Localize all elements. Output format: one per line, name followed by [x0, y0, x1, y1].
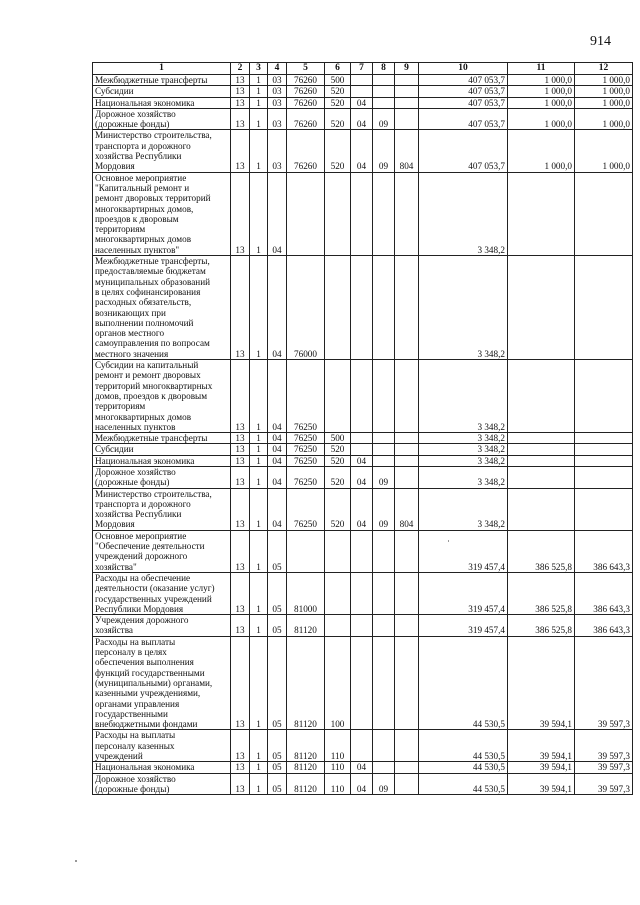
cell-code-2: 13 [231, 530, 250, 572]
table-row [93, 455, 633, 466]
cell-amount-11: 1 000,0 [508, 130, 575, 172]
cell-code-7 [351, 615, 373, 637]
table-row [93, 572, 633, 614]
cell-amount-12 [575, 466, 633, 488]
cell-code-3: 1 [250, 97, 268, 108]
cell-amount-12 [575, 256, 633, 360]
row-name: Межбюджетные трансферты, предоставляемые бюджетам муниципальных образований в целях софинансирования расходных обязательств, возникающих при выполнении полномочий органов местного самоуправления по вопросам местного значения [93, 256, 231, 360]
cell-amount-11 [508, 433, 575, 444]
table-row [93, 97, 633, 108]
cell-code-6: 520 [325, 86, 351, 97]
cell-code-3: 1 [250, 773, 268, 795]
table-row [93, 256, 633, 360]
cell-code-9 [395, 572, 419, 614]
cell-code-4: 04 [268, 455, 287, 466]
table-row [93, 466, 633, 488]
cell-amount-12 [575, 455, 633, 466]
cell-code-9 [395, 615, 419, 637]
row-name: Расходы на выплаты персоналу в целях обеспечения выполнения функций государственными (муниципальными) органами, казенными учреждениями, органами управления государственными внебюджетными фондами [93, 636, 231, 730]
row-name: Национальная экономика [93, 762, 231, 773]
cell-code-2: 13 [231, 256, 250, 360]
cell-code-8 [373, 172, 395, 255]
row-name: Дорожное хозяйство (дорожные фонды) [93, 108, 231, 130]
cell-code-9 [395, 730, 419, 762]
cell-code-6: 110 [325, 762, 351, 773]
cell-code-6: 500 [325, 75, 351, 86]
cell-code-7 [351, 360, 373, 433]
cell-amount-12 [575, 433, 633, 444]
cell-amount-11: 386 525,8 [508, 615, 575, 637]
cell-amount-12: 39 597,3 [575, 773, 633, 795]
cell-code-3: 1 [250, 455, 268, 466]
cell-code-8 [373, 97, 395, 108]
cell-amount-10: 44 530,5 [419, 636, 508, 730]
cell-code-3: 1 [250, 86, 268, 97]
column-header: 1 [93, 63, 231, 75]
cell-code-4: 03 [268, 97, 287, 108]
column-header: 10 [419, 63, 508, 75]
cell-code-2: 13 [231, 130, 250, 172]
cell-code-9 [395, 256, 419, 360]
cell-amount-10: 319 457,4 [419, 615, 508, 637]
cell-code-6: 520 [325, 97, 351, 108]
cell-code-5: 81120 [287, 636, 325, 730]
cell-code-7 [351, 636, 373, 730]
row-name: Расходы на выплаты персоналу казенных учреждений [93, 730, 231, 762]
cell-code-5: 76260 [287, 130, 325, 172]
cell-code-7: 04 [351, 455, 373, 466]
cell-code-8 [373, 86, 395, 97]
cell-amount-10: 319 457,4 [419, 530, 508, 572]
cell-code-6 [325, 615, 351, 637]
cell-code-6 [325, 256, 351, 360]
cell-code-9 [395, 97, 419, 108]
cell-code-4: 03 [268, 75, 287, 86]
cell-amount-10: 407 053,7 [419, 108, 508, 130]
cell-code-6: 500 [325, 433, 351, 444]
cell-code-2: 13 [231, 108, 250, 130]
cell-code-8 [373, 75, 395, 86]
cell-amount-12: 1 000,0 [575, 97, 633, 108]
cell-code-3: 1 [250, 360, 268, 433]
table-row [93, 488, 633, 530]
budget-table [92, 62, 633, 795]
cell-code-7: 04 [351, 97, 373, 108]
column-header: 12 [575, 63, 633, 75]
cell-code-6: 520 [325, 466, 351, 488]
cell-amount-11 [508, 256, 575, 360]
row-name: Основное мероприятие "Капитальный ремонт и ремонт дворовых территорий многоквартирных домов, проездов к дворовым территориям многоквартирных домов населенных пунктов" [93, 172, 231, 255]
row-name: Расходы на обеспечение деятельности (оказание услуг) государственных учреждений Республики Мордовия [93, 572, 231, 614]
cell-code-4: 05 [268, 636, 287, 730]
cell-amount-12: 39 597,3 [575, 636, 633, 730]
table-row [93, 530, 633, 572]
cell-code-6: 100 [325, 636, 351, 730]
cell-amount-10: 44 530,5 [419, 730, 508, 762]
cell-code-3: 1 [250, 488, 268, 530]
cell-code-3: 1 [250, 444, 268, 455]
row-name: Национальная экономика [93, 455, 231, 466]
cell-amount-10: 407 053,7 [419, 86, 508, 97]
row-name: Национальная экономика [93, 97, 231, 108]
cell-code-8: 09 [373, 773, 395, 795]
cell-amount-12: 1 000,0 [575, 130, 633, 172]
cell-code-7: 04 [351, 130, 373, 172]
cell-code-2: 13 [231, 773, 250, 795]
column-header: 9 [395, 63, 419, 75]
cell-code-9 [395, 773, 419, 795]
cell-code-9 [395, 636, 419, 730]
cell-amount-10: 407 053,7 [419, 97, 508, 108]
cell-code-5: 76250 [287, 488, 325, 530]
cell-amount-10: 3 348,2 [419, 455, 508, 466]
cell-code-7: 04 [351, 488, 373, 530]
cell-code-6 [325, 572, 351, 614]
row-name: Дорожное хозяйство (дорожные фонды) [93, 773, 231, 795]
cell-code-3: 1 [250, 130, 268, 172]
cell-amount-11: 39 594,1 [508, 730, 575, 762]
scan-speck [75, 860, 77, 862]
cell-code-2: 13 [231, 762, 250, 773]
cell-code-4: 05 [268, 773, 287, 795]
cell-code-9 [395, 455, 419, 466]
table-row [93, 444, 633, 455]
cell-code-6: 520 [325, 130, 351, 172]
cell-amount-11: 386 525,8 [508, 530, 575, 572]
cell-code-8 [373, 455, 395, 466]
row-name: Субсидии [93, 444, 231, 455]
cell-code-7: 04 [351, 108, 373, 130]
cell-code-3: 1 [250, 636, 268, 730]
table-row [93, 615, 633, 637]
cell-code-3: 1 [250, 730, 268, 762]
cell-code-9: 804 [395, 488, 419, 530]
cell-code-6: 110 [325, 730, 351, 762]
cell-amount-11: 386 525,8 [508, 572, 575, 614]
cell-amount-10: 3 348,2 [419, 172, 508, 255]
cell-code-7 [351, 256, 373, 360]
cell-code-9 [395, 466, 419, 488]
cell-code-5: 81120 [287, 615, 325, 637]
cell-amount-12 [575, 360, 633, 433]
cell-amount-12: 1 000,0 [575, 108, 633, 130]
cell-code-9 [395, 75, 419, 86]
cell-code-4: 03 [268, 108, 287, 130]
cell-code-5: 76260 [287, 86, 325, 97]
cell-amount-10: 44 530,5 [419, 773, 508, 795]
table-row [93, 433, 633, 444]
cell-amount-11 [508, 172, 575, 255]
cell-code-7 [351, 75, 373, 86]
cell-code-2: 13 [231, 466, 250, 488]
cell-code-2: 13 [231, 433, 250, 444]
cell-code-6 [325, 172, 351, 255]
column-header: 7 [351, 63, 373, 75]
row-name: Межбюджетные трансферты [93, 433, 231, 444]
row-name: Субсидии [93, 86, 231, 97]
cell-code-8 [373, 636, 395, 730]
cell-amount-11: 39 594,1 [508, 636, 575, 730]
cell-code-7 [351, 572, 373, 614]
table-row [93, 86, 633, 97]
row-name: Учреждения дорожного хозяйства [93, 615, 231, 637]
cell-code-6: 520 [325, 455, 351, 466]
cell-amount-11 [508, 444, 575, 455]
cell-amount-12 [575, 172, 633, 255]
cell-code-6: 520 [325, 488, 351, 530]
cell-code-9 [395, 86, 419, 97]
table-row [93, 773, 633, 795]
cell-amount-11: 1 000,0 [508, 108, 575, 130]
cell-code-4: 04 [268, 256, 287, 360]
table-row [93, 108, 633, 130]
cell-code-5: 76250 [287, 455, 325, 466]
cell-code-9 [395, 172, 419, 255]
cell-code-4: 04 [268, 466, 287, 488]
cell-code-3: 1 [250, 615, 268, 637]
cell-code-5 [287, 530, 325, 572]
row-name: Основное мероприятие "Обеспечение деятельности учреждений дорожного хозяйства" [93, 530, 231, 572]
cell-amount-11 [508, 455, 575, 466]
cell-code-4: 04 [268, 433, 287, 444]
row-name: Субсидии на капитальный ремонт и ремонт дворовых территорий многоквартирных домов, проездов к дворовым территориям многоквартирных домов населенных пунктов [93, 360, 231, 433]
cell-amount-12: 39 597,3 [575, 730, 633, 762]
cell-code-2: 13 [231, 636, 250, 730]
cell-amount-10: 3 348,2 [419, 256, 508, 360]
cell-amount-10: 3 348,2 [419, 433, 508, 444]
cell-code-6: 520 [325, 108, 351, 130]
cell-code-8: 09 [373, 130, 395, 172]
row-name: Дорожное хозяйство (дорожные фонды) [93, 466, 231, 488]
cell-code-5: 76250 [287, 433, 325, 444]
cell-amount-12 [575, 444, 633, 455]
cell-code-3: 1 [250, 433, 268, 444]
cell-code-5: 76260 [287, 75, 325, 86]
column-header: 6 [325, 63, 351, 75]
cell-code-2: 13 [231, 615, 250, 637]
cell-code-5: 81120 [287, 730, 325, 762]
table-row [93, 75, 633, 86]
column-header: 4 [268, 63, 287, 75]
cell-code-8 [373, 572, 395, 614]
column-header: 3 [250, 63, 268, 75]
table-row [93, 360, 633, 433]
cell-amount-10: 3 348,2 [419, 466, 508, 488]
scan-speck [448, 540, 449, 542]
cell-code-4: 05 [268, 530, 287, 572]
table-row [93, 172, 633, 255]
cell-code-3: 1 [250, 530, 268, 572]
cell-code-3: 1 [250, 172, 268, 255]
cell-code-9 [395, 360, 419, 433]
column-header: 8 [373, 63, 395, 75]
cell-code-4: 04 [268, 360, 287, 433]
cell-code-4: 03 [268, 130, 287, 172]
cell-code-7 [351, 433, 373, 444]
column-header: 11 [508, 63, 575, 75]
cell-amount-11: 39 594,1 [508, 762, 575, 773]
cell-amount-10: 3 348,2 [419, 488, 508, 530]
cell-code-4: 05 [268, 730, 287, 762]
cell-code-6: 110 [325, 773, 351, 795]
cell-code-2: 13 [231, 172, 250, 255]
cell-code-5: 81000 [287, 572, 325, 614]
cell-code-5: 81120 [287, 762, 325, 773]
cell-code-2: 13 [231, 86, 250, 97]
cell-code-4: 04 [268, 172, 287, 255]
cell-amount-11: 1 000,0 [508, 97, 575, 108]
cell-code-3: 1 [250, 466, 268, 488]
column-header: 2 [231, 63, 250, 75]
table-row [93, 130, 633, 172]
cell-code-4: 05 [268, 762, 287, 773]
table-row [93, 762, 633, 773]
cell-amount-10: 3 348,2 [419, 444, 508, 455]
table-row [93, 636, 633, 730]
cell-code-8: 09 [373, 466, 395, 488]
cell-amount-11 [508, 466, 575, 488]
cell-amount-12: 1 000,0 [575, 86, 633, 97]
cell-code-7 [351, 444, 373, 455]
cell-code-8 [373, 360, 395, 433]
cell-code-8 [373, 762, 395, 773]
cell-code-5: 76250 [287, 444, 325, 455]
cell-code-3: 1 [250, 75, 268, 86]
cell-amount-11 [508, 360, 575, 433]
cell-code-6 [325, 360, 351, 433]
cell-code-2: 13 [231, 572, 250, 614]
cell-code-2: 13 [231, 730, 250, 762]
cell-code-8: 09 [373, 488, 395, 530]
cell-code-6: 520 [325, 444, 351, 455]
cell-code-9 [395, 108, 419, 130]
cell-code-7: 04 [351, 762, 373, 773]
cell-code-7 [351, 86, 373, 97]
cell-amount-10: 407 053,7 [419, 130, 508, 172]
row-name: Межбюджетные трансферты [93, 75, 231, 86]
cell-code-5: 76250 [287, 466, 325, 488]
cell-amount-11 [508, 488, 575, 530]
cell-code-4: 04 [268, 444, 287, 455]
cell-code-7: 04 [351, 466, 373, 488]
column-header: 5 [287, 63, 325, 75]
cell-code-4: 05 [268, 615, 287, 637]
cell-code-8 [373, 444, 395, 455]
cell-code-9 [395, 762, 419, 773]
cell-code-4: 05 [268, 572, 287, 614]
cell-code-4: 03 [268, 86, 287, 97]
cell-amount-11: 1 000,0 [508, 75, 575, 86]
cell-code-9: 804 [395, 130, 419, 172]
cell-code-7 [351, 172, 373, 255]
cell-amount-11: 39 594,1 [508, 773, 575, 795]
cell-amount-10: 3 348,2 [419, 360, 508, 433]
cell-amount-12: 386 643,3 [575, 530, 633, 572]
cell-code-5: 76260 [287, 97, 325, 108]
cell-code-8 [373, 730, 395, 762]
cell-code-5 [287, 172, 325, 255]
cell-amount-12: 39 597,3 [575, 762, 633, 773]
cell-amount-11: 1 000,0 [508, 86, 575, 97]
table-row [93, 730, 633, 762]
cell-code-2: 13 [231, 97, 250, 108]
cell-code-7 [351, 530, 373, 572]
cell-amount-10: 407 053,7 [419, 75, 508, 86]
cell-code-8 [373, 615, 395, 637]
cell-code-8 [373, 530, 395, 572]
cell-code-5: 81120 [287, 773, 325, 795]
cell-code-8 [373, 433, 395, 444]
cell-code-2: 13 [231, 455, 250, 466]
cell-code-7 [351, 730, 373, 762]
cell-code-8: 09 [373, 108, 395, 130]
cell-code-3: 1 [250, 256, 268, 360]
cell-code-4: 04 [268, 488, 287, 530]
cell-amount-12: 386 643,3 [575, 572, 633, 614]
row-name: Министерство строительства, транспорта и дорожного хозяйства Республики Мордовия [93, 488, 231, 530]
cell-code-2: 13 [231, 488, 250, 530]
cell-amount-12: 1 000,0 [575, 75, 633, 86]
header-row [93, 63, 633, 75]
cell-amount-12: 386 643,3 [575, 615, 633, 637]
cell-amount-10: 319 457,4 [419, 572, 508, 614]
cell-code-3: 1 [250, 108, 268, 130]
cell-code-2: 13 [231, 75, 250, 86]
cell-amount-12 [575, 488, 633, 530]
cell-code-3: 1 [250, 762, 268, 773]
cell-code-5: 76260 [287, 108, 325, 130]
cell-code-7: 04 [351, 773, 373, 795]
cell-code-2: 13 [231, 444, 250, 455]
cell-code-9 [395, 530, 419, 572]
row-name: Министерство строительства, транспорта и дорожного хозяйства Республики Мордовия [93, 130, 231, 172]
page-number: 914 [590, 34, 611, 49]
cell-amount-10: 44 530,5 [419, 762, 508, 773]
cell-code-9 [395, 444, 419, 455]
cell-code-2: 13 [231, 360, 250, 433]
cell-code-8 [373, 256, 395, 360]
cell-code-6 [325, 530, 351, 572]
cell-code-9 [395, 433, 419, 444]
cell-code-5: 76250 [287, 360, 325, 433]
cell-code-3: 1 [250, 572, 268, 614]
cell-code-5: 76000 [287, 256, 325, 360]
